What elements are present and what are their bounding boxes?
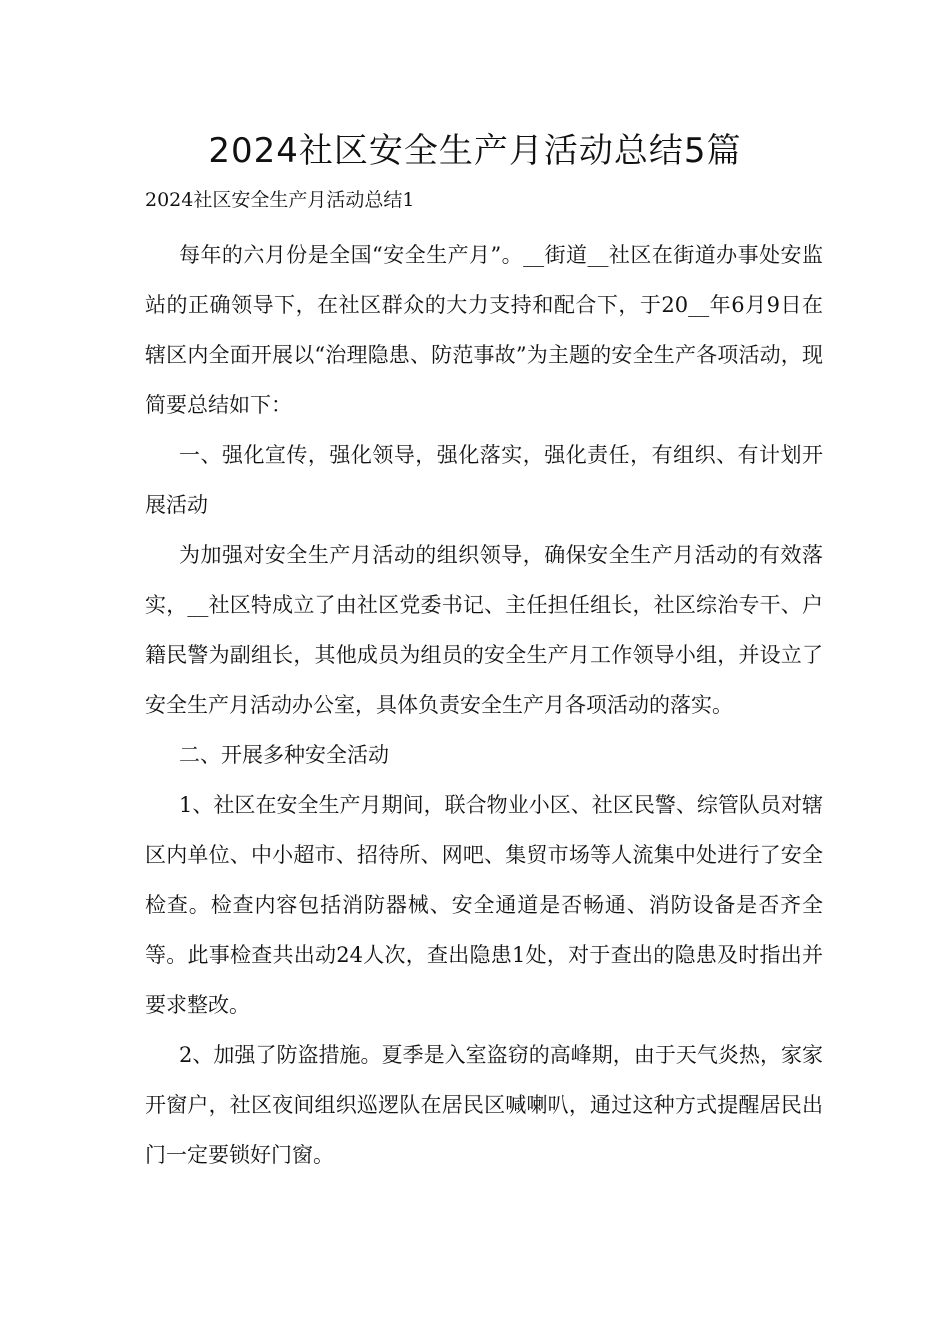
paragraph-intro: 每年的六月份是全国“安全生产月”。__街道__社区在街道办事处安监站的正确领导下，在社区群众的大力支持和配合下，于20__年6月9日在辖区内全面开展以“治理隐患、防范事故”为主题的安全生产各项活动，现简要总结如下： (145, 243, 823, 417)
document-body (145, 230, 823, 1180)
paragraph-inspection: 1、社区在安全生产月期间，联合物业小区、社区民警、综管队员对辖区内单位、中小超市、招待所、网吧、集贸市场等人流集中处进行了安全检查。检查内容包括消防器械、安全通道是否畅通、消防设备是否齐全等。此事检查共出动24人次，查出隐患1处，对于查出的隐患及时指出并要求整改。 (145, 793, 823, 1017)
heading-section-2: 二、开展多种安全活动 (179, 743, 389, 767)
heading-section-1: 一、强化宣传，强化领导，强化落实，强化责任，有组织、有计划开展活动 (145, 443, 823, 517)
paragraph-theft-prevention: 2、加强了防盗措施。夏季是入室盗窃的高峰期，由于天气炎热，家家开窗户，社区夜间组织巡逻队在居民区喊喇叭，通过这种方式提醒居民出门一定要锁好门窗。 (145, 1043, 823, 1167)
section-subtitle: 2024社区安全生产月活动总结1 (145, 189, 415, 211)
paragraph-organization: 为加强对安全生产月活动的组织领导，确保安全生产月活动的有效落实，__社区特成立了由社区党委书记、主任担任组长，社区综治专干、户籍民警为副组长，其他成员为组员的安全生产月工作领导小组，并设立了安全生产月活动办公室，具体负责安全生产月各项活动的落实。 (145, 543, 823, 717)
document-title: 2024社区安全生产月活动总结5篇 (208, 131, 742, 171)
